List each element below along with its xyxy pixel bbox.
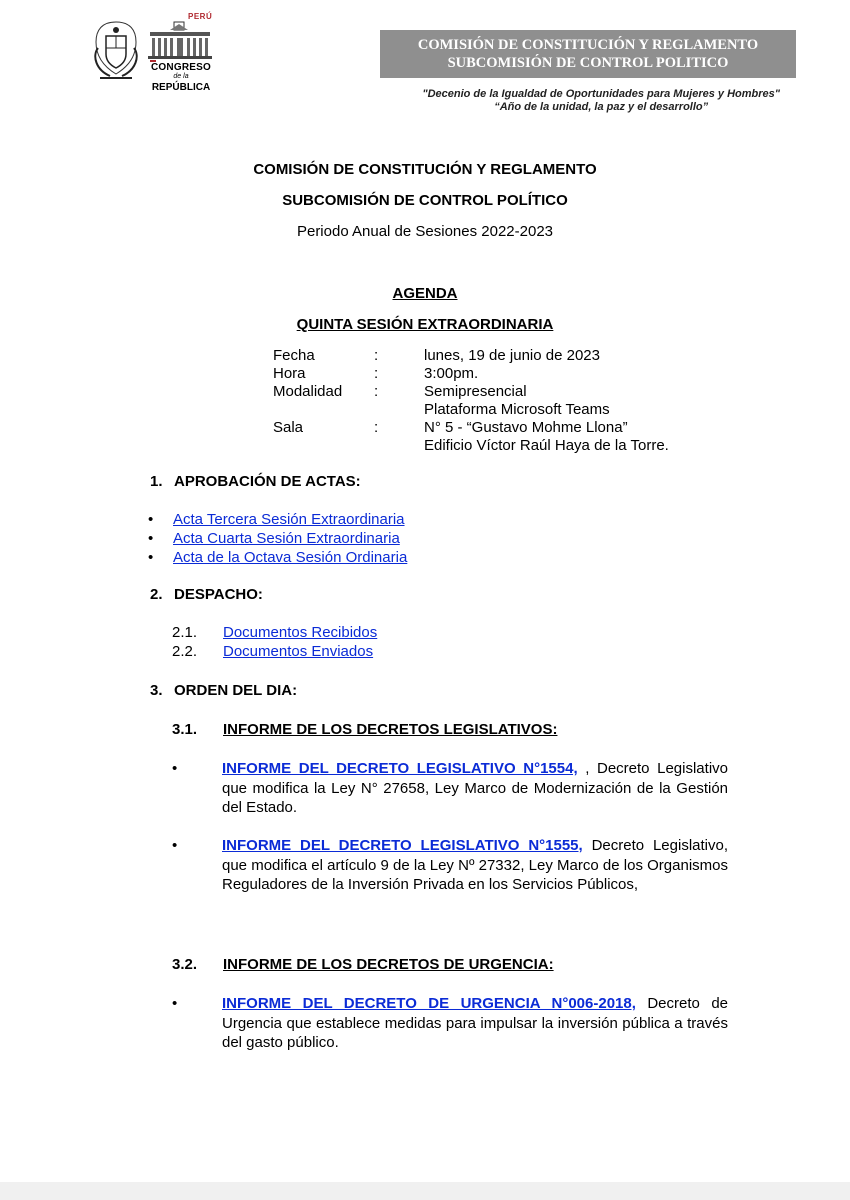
- decree-description: , Decreto Legislativo que modifica la Ley N° 27658, Ley Marco de Modernización de la Gestión del Estado.: [222, 760, 728, 816]
- documentos-recibidos-link[interactable]: Documentos Recibidos: [223, 624, 378, 641]
- section-3-heading: [150, 682, 297, 699]
- section-number: 1.: [150, 473, 163, 490]
- decenio-line-1: "Decenio de la Igualdad de Oportunidades para Mujeres y Hombres": [422, 88, 780, 100]
- decree-description: Decreto de Urgencia que establece medidas para impulsar la inversión pública a través del gasto público.: [222, 995, 728, 1051]
- subsection-title: INFORME DE LOS DECRETOS LEGISLATIVOS:: [223, 721, 558, 738]
- acta-link[interactable]: Acta Tercera Sesión Extraordinaria: [173, 511, 405, 528]
- detail-value: Semipresencial: [424, 383, 527, 400]
- peru-coat-of-arms-icon: [90, 18, 142, 84]
- bullet-icon: •: [172, 837, 178, 854]
- logo-line-1: CONGRESO: [151, 62, 211, 73]
- logo-line-3: REPÚBLICA: [151, 82, 211, 93]
- decree-description: Decreto Legislativo, que modifica el artículo 9 de la Ley Nº 27332, Ley Marco de los Organismos Reguladores de la Inversión Privada en los Servicios Públicos,: [222, 837, 729, 893]
- subsection-number: 3.2.: [172, 956, 198, 973]
- page-bottom-edge: [0, 1182, 850, 1200]
- detail-sep: :: [374, 383, 379, 400]
- decreto-urgencia-006-2018-link[interactable]: INFORME DEL DECRETO DE URGENCIA N°006-2018,: [222, 995, 636, 1012]
- congreso-logo: [146, 12, 216, 93]
- decree-item: [222, 759, 728, 818]
- section-title: ORDEN DEL DIA:: [174, 682, 298, 699]
- detail-value: N° 5 - “Gustavo Mohme Llona”: [424, 419, 628, 436]
- decenio-motto: [422, 88, 780, 114]
- bullet-icon: •: [172, 995, 178, 1012]
- section-title: APROBACIÓN DE ACTAS:: [174, 473, 361, 490]
- item-number: 2.1.: [172, 624, 198, 641]
- section-number: 3.: [150, 682, 163, 699]
- detail-value: Plataforma Microsoft Teams: [424, 401, 610, 418]
- bullet-icon: •: [148, 511, 154, 528]
- detail-label: Fecha: [273, 347, 315, 364]
- logo-line-2: de la: [173, 73, 189, 80]
- section-number: 2.: [150, 586, 163, 603]
- agenda-title: AGENDA: [392, 285, 458, 302]
- banner-line-1: COMISIÓN DE CONSTITUCIÓN Y REGLAMENTO: [417, 37, 759, 53]
- logo-peru-label: PERÚ: [188, 12, 213, 21]
- details-labels: [273, 347, 342, 437]
- bullet-icon: •: [148, 549, 154, 566]
- decreto-1554-link[interactable]: INFORME DEL DECRETO LEGISLATIVO N°1554,: [222, 760, 578, 777]
- subsection-number: 3.1.: [172, 721, 198, 738]
- details-separators: [374, 347, 378, 437]
- period-title: Periodo Anual de Sesiones 2022-2023: [296, 223, 554, 240]
- congress-building-icon: [146, 16, 216, 66]
- section-1-heading: [150, 473, 361, 490]
- detail-label: Modalidad: [273, 383, 343, 400]
- decreto-1555-link[interactable]: INFORME DEL DECRETO LEGISLATIVO N°1555,: [222, 837, 583, 854]
- decree-item: [222, 836, 728, 895]
- session-title: QUINTA SESIÓN EXTRAORDINARIA: [296, 316, 554, 333]
- section-2-heading: [150, 586, 263, 603]
- subcommission-title: SUBCOMISIÓN DE CONTROL POLÍTICO: [282, 192, 568, 209]
- detail-label: Hora: [273, 365, 306, 382]
- documentos-enviados-link[interactable]: Documentos Enviados: [223, 643, 374, 660]
- item-number: 2.2.: [172, 643, 198, 660]
- subsection-title: INFORME DE LOS DECRETOS DE URGENCIA:: [223, 956, 554, 973]
- acta-link[interactable]: Acta de la Octava Sesión Ordinaria: [173, 549, 408, 566]
- detail-value: 3:00pm.: [424, 365, 479, 382]
- header-banner: [380, 30, 796, 78]
- decenio-line-2: “Año de la unidad, la paz y el desarrollo”: [494, 101, 709, 113]
- decree-item: [222, 994, 728, 1053]
- acta-link[interactable]: Acta Cuarta Sesión Extraordinaria: [173, 530, 400, 547]
- detail-value: lunes, 19 de junio de 2023: [424, 347, 600, 364]
- detail-sep: :: [374, 365, 379, 382]
- detail-value: Edificio Víctor Raúl Haya de la Torre.: [424, 437, 669, 454]
- details-values: [424, 347, 669, 455]
- detail-label: Sala: [273, 419, 304, 436]
- bullet-icon: •: [148, 530, 154, 547]
- section-title: DESPACHO:: [174, 586, 263, 603]
- detail-sep: :: [374, 347, 379, 364]
- bullet-icon: •: [172, 760, 178, 777]
- commission-title: COMISIÓN DE CONSTITUCIÓN Y REGLAMENTO: [253, 161, 597, 178]
- detail-sep: :: [374, 419, 379, 436]
- banner-line-2: SUBCOMISIÓN DE CONTROL POLITICO: [447, 55, 729, 71]
